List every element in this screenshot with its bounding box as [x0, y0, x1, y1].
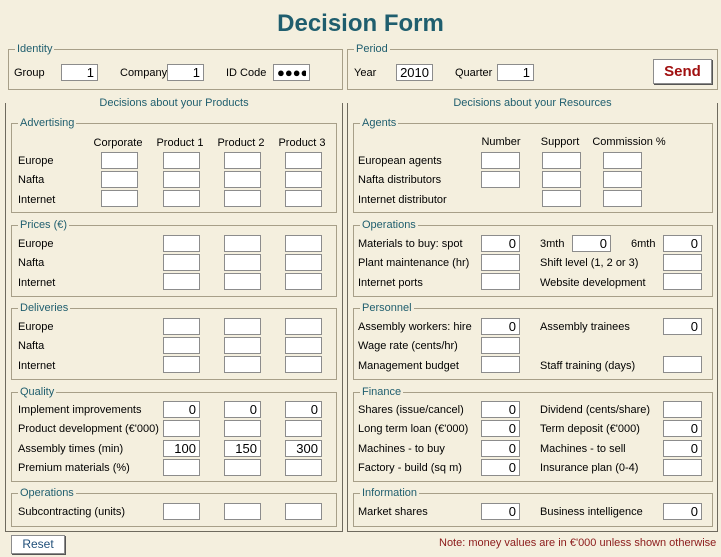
plant-maintenance-input[interactable] [481, 254, 520, 271]
machines-buy-label: Machines - to buy [358, 443, 445, 455]
market-shares-input[interactable] [481, 503, 520, 520]
prices-row-label: Europe [18, 238, 54, 250]
agents-row-label: Nafta distributors [358, 174, 442, 186]
subcontract-p2-input[interactable] [224, 503, 261, 520]
internet-dist-support-input[interactable] [542, 190, 581, 207]
mgmt-budget-input[interactable] [481, 356, 520, 373]
col-header-commission: Commission % [592, 136, 666, 148]
price-nafta-p2-input[interactable] [224, 254, 261, 271]
adv-row-label: Europe [18, 155, 54, 167]
business-intel-input[interactable] [663, 503, 702, 520]
staff-training-label: Staff training (days) [540, 360, 636, 372]
adv-nafta-corporate-input[interactable] [101, 171, 138, 188]
internet-ports-label: Internet ports [358, 277, 423, 289]
loan-label: Long term loan (€'000) [358, 423, 469, 435]
quality-row-label: Assembly times (min) [18, 443, 124, 455]
quality-row-label: Premium materials (%) [18, 462, 130, 474]
website-dev-label: Website development [540, 277, 646, 289]
nafta-dist-number-input[interactable] [481, 171, 520, 188]
market-shares-label: Market shares [358, 506, 428, 518]
deposit-label: Term deposit (€'000) [540, 423, 640, 435]
agents-legend: Agents [362, 117, 397, 129]
machines-sell-label: Machines - to sell [540, 443, 626, 455]
col-header-product-3: Product 3 [278, 137, 326, 149]
footer-note: Note: money values are in €'000 unless shown otherwise [439, 537, 717, 549]
col-header-product-2: Product 2 [217, 137, 265, 149]
hire-input[interactable] [481, 318, 520, 335]
price-europe-p1-input[interactable] [163, 235, 200, 252]
subcontracting-label: Subcontracting (units) [18, 506, 125, 518]
improve-p1-input[interactable] [163, 401, 200, 418]
wage-rate-label: Wage rate (cents/hr) [358, 340, 458, 352]
mgmt-budget-label: Management budget [358, 360, 459, 372]
trainees-label: Assembly trainees [540, 321, 630, 333]
company-label: Company [120, 67, 168, 79]
deliv-nafta-p3-input[interactable] [285, 337, 322, 354]
nafta-dist-support-input[interactable] [542, 171, 581, 188]
materials-6mth-input[interactable] [663, 235, 702, 252]
insurance-input[interactable] [663, 459, 702, 476]
price-europe-p2-input[interactable] [224, 235, 261, 252]
col-header-corporate: Corporate [93, 137, 143, 149]
id-code-label: ID Code [226, 67, 267, 79]
period-legend: Period [356, 43, 388, 55]
plant-maintenance-label: Plant maintenance (hr) [358, 257, 470, 269]
price-nafta-p1-input[interactable] [163, 254, 200, 271]
quality-row-label: Product development (€'000) [18, 423, 159, 435]
col-header-support: Support [540, 136, 580, 148]
machines-buy-input[interactable] [481, 440, 520, 457]
materials-3mth-label: 3mth [540, 238, 565, 250]
agents-row-label: European agents [358, 155, 442, 167]
advertising-legend: Advertising [20, 117, 75, 129]
resources-legend: Decisions about your Resources [450, 97, 614, 109]
adv-row-label: Internet [18, 194, 56, 206]
eu-agents-support-input[interactable] [542, 152, 581, 169]
deliv-europe-p2-input[interactable] [224, 318, 261, 335]
subcontract-p3-input[interactable] [285, 503, 322, 520]
quarter-input[interactable] [497, 64, 534, 81]
price-internet-p1-input[interactable] [163, 273, 200, 290]
information-legend: Information [362, 487, 418, 499]
shares-label: Shares (issue/cancel) [358, 404, 464, 416]
prices-row-label: Nafta [18, 257, 45, 269]
adv-nafta-p3-input[interactable] [285, 171, 322, 188]
eu-agents-commission-input[interactable] [603, 152, 642, 169]
price-nafta-p3-input[interactable] [285, 254, 322, 271]
adv-europe-corporate-input[interactable] [101, 152, 138, 169]
loan-input[interactable] [481, 420, 520, 437]
improve-p2-input[interactable] [224, 401, 261, 418]
price-europe-p3-input[interactable] [285, 235, 322, 252]
adv-internet-p2-input[interactable] [224, 190, 261, 207]
improve-p3-input[interactable] [285, 401, 322, 418]
asmtime-p2-input[interactable] [224, 440, 261, 457]
shares-input[interactable] [481, 401, 520, 418]
adv-row-label: Nafta [18, 174, 45, 186]
year-input[interactable] [396, 64, 433, 81]
shift-level-input[interactable] [663, 254, 702, 271]
group-input[interactable] [61, 64, 98, 81]
price-internet-p3-input[interactable] [285, 273, 322, 290]
materials-3mth-input[interactable] [572, 235, 611, 252]
staff-training-input[interactable] [663, 356, 702, 373]
proddev-p1-input[interactable] [163, 420, 200, 437]
resource-operations-legend: Operations [362, 219, 416, 231]
internet-dist-commission-input[interactable] [603, 190, 642, 207]
deliv-internet-p2-input[interactable] [224, 356, 261, 373]
finance-legend: Finance [362, 386, 402, 398]
asmtime-p1-input[interactable] [163, 440, 200, 457]
factory-build-label: Factory - build (sq m) [358, 462, 462, 474]
deliv-internet-p1-input[interactable] [163, 356, 200, 373]
materials-label: Materials to buy: spot [358, 238, 463, 250]
proddev-p2-input[interactable] [224, 420, 261, 437]
proddev-p3-input[interactable] [285, 420, 322, 437]
col-header-number: Number [481, 136, 521, 148]
adv-nafta-p1-input[interactable] [163, 171, 200, 188]
premium-p1-input[interactable] [163, 459, 200, 476]
business-intel-label: Business intelligence [540, 506, 643, 518]
prices-row-label: Internet [18, 277, 56, 289]
deliveries-row-label: Europe [18, 321, 54, 333]
adv-europe-p3-input[interactable] [285, 152, 322, 169]
adv-nafta-p2-input[interactable] [224, 171, 261, 188]
internet-ports-input[interactable] [481, 273, 520, 290]
deposit-input[interactable] [663, 420, 702, 437]
group-label: Group [14, 67, 45, 79]
products-legend: Decisions about your Products [96, 97, 251, 109]
materials-spot-input[interactable] [481, 235, 520, 252]
col-header-product-1: Product 1 [156, 137, 204, 149]
premium-p3-input[interactable] [285, 459, 322, 476]
trainees-input[interactable] [663, 318, 702, 335]
company-input[interactable] [167, 64, 204, 81]
price-internet-p2-input[interactable] [224, 273, 261, 290]
adv-internet-p3-input[interactable] [285, 190, 322, 207]
deliv-europe-p1-input[interactable] [163, 318, 200, 335]
asmtime-p3-input[interactable] [285, 440, 322, 457]
adv-internet-corporate-input[interactable] [101, 190, 138, 207]
personnel-legend: Personnel [362, 302, 412, 314]
deliv-nafta-p2-input[interactable] [224, 337, 261, 354]
deliveries-row-label: Internet [18, 360, 56, 372]
deliv-nafta-p1-input[interactable] [163, 337, 200, 354]
factory-build-input[interactable] [481, 459, 520, 476]
page-title: Decision Form [277, 10, 444, 37]
deliveries-legend: Deliveries [20, 302, 69, 314]
quality-row-label: Implement improvements [18, 404, 142, 416]
reset-button[interactable]: Reset [11, 535, 65, 554]
subcontract-p1-input[interactable] [163, 503, 200, 520]
dividend-label: Dividend (cents/share) [540, 404, 651, 416]
product-operations-legend: Operations [20, 487, 74, 499]
adv-europe-p1-input[interactable] [163, 152, 200, 169]
eu-agents-number-input[interactable] [481, 152, 520, 169]
agents-row-label: Internet distributor [358, 194, 447, 206]
year-label: Year [354, 67, 377, 79]
materials-6mth-label: 6mth [631, 238, 656, 250]
id-code-input[interactable] [273, 64, 310, 81]
send-button[interactable]: Send [653, 59, 712, 84]
deliv-europe-p3-input[interactable] [285, 318, 322, 335]
identity-legend: Identity [17, 43, 53, 55]
quarter-label: Quarter [455, 67, 493, 79]
dividend-input[interactable] [663, 401, 702, 418]
shift-level-label: Shift level (1, 2 or 3) [540, 257, 639, 269]
hire-label: Assembly workers: hire [358, 321, 472, 333]
premium-p2-input[interactable] [224, 459, 261, 476]
quality-legend: Quality [20, 386, 55, 398]
machines-sell-input[interactable] [663, 440, 702, 457]
deliveries-row-label: Nafta [18, 340, 45, 352]
wage-rate-input[interactable] [481, 337, 520, 354]
website-dev-input[interactable] [663, 273, 702, 290]
adv-internet-p1-input[interactable] [163, 190, 200, 207]
nafta-dist-commission-input[interactable] [603, 171, 642, 188]
prices-legend: Prices (€) [20, 219, 68, 231]
insurance-label: Insurance plan (0-4) [540, 462, 639, 474]
adv-europe-p2-input[interactable] [224, 152, 261, 169]
deliv-internet-p3-input[interactable] [285, 356, 322, 373]
